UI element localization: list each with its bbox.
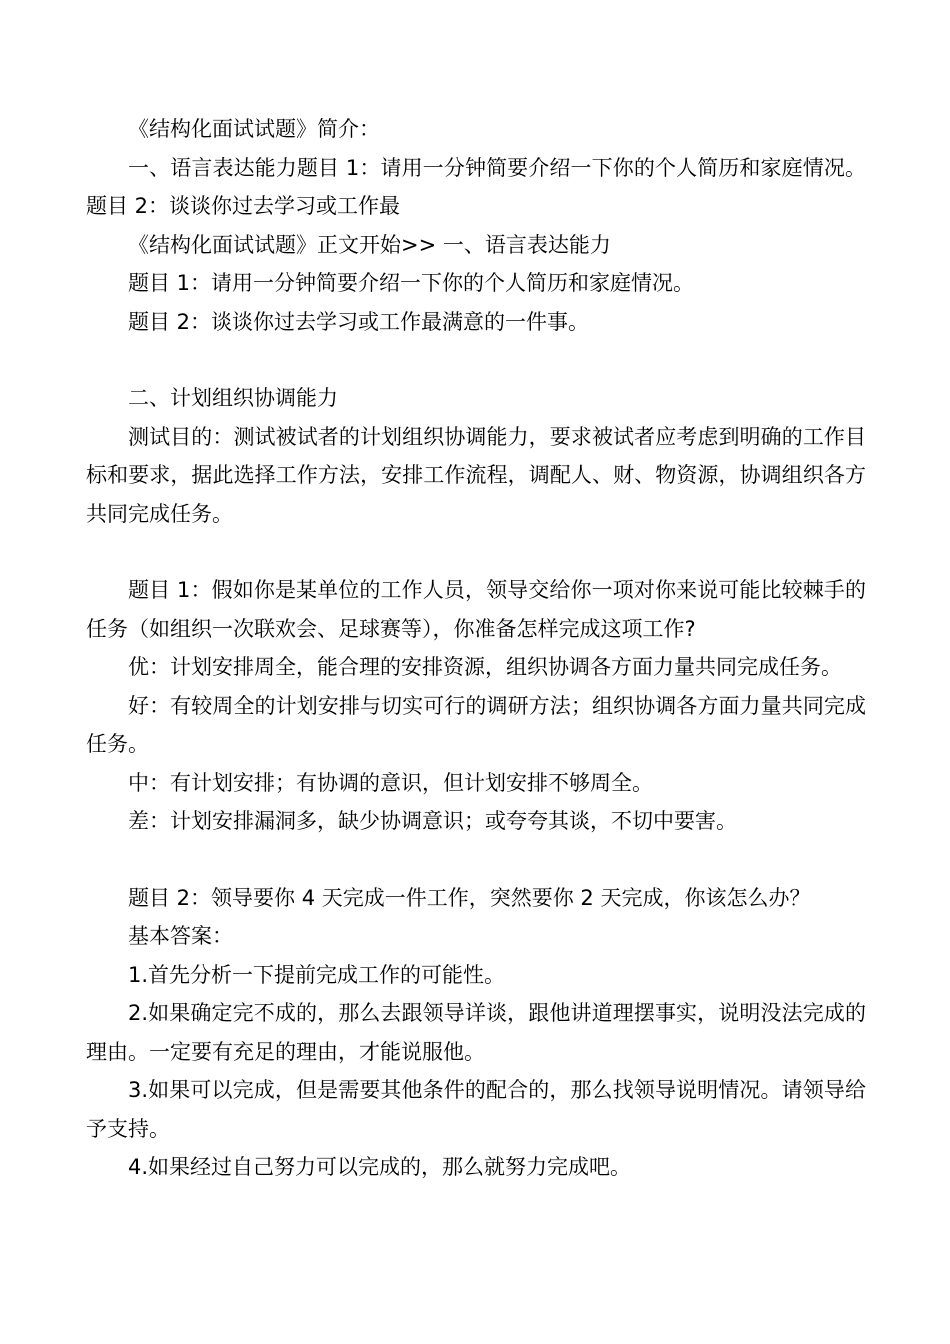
grade-average: 中：有计划安排；有协调的意识，但计划安排不够周全。	[128, 770, 653, 795]
answer-item-1: 1.首先分析一下提前完成工作的可能性。	[128, 962, 506, 987]
question-2-planning: 题目 2：领导要你 4 天完成一件工作，突然要你 2 天完成，你该怎么办？	[128, 885, 811, 910]
blank-line	[86, 341, 866, 379]
main-text-start: 《结构化面试试题》正文开始>> 一、语言表达能力	[128, 232, 611, 257]
question-1-language: 题目 1：请用一分钟简要介绍一下你的个人简历和家庭情况。	[128, 271, 695, 295]
blank-line	[86, 841, 866, 879]
answer-item-3: 3.如果可以完成，但是需要其他条件的配合的，那么找领导说明情况。请领导给予支持。	[86, 1078, 866, 1141]
question-2-language: 题目 2：谈谈你过去学习或工作最满意的一件事。	[128, 309, 590, 334]
intro-title: 《结构化面试试题》简介：	[128, 117, 380, 141]
intro-summary: 一、语言表达能力题目 1：请用一分钟简要介绍一下你的个人简历和家庭情况。题目 2：谈谈你过去学习或工作最	[86, 155, 866, 218]
test-purpose: 测试目的：测试被试者的计划组织协调能力，要求被试者应考虑到明确的工作目标和要求，据此选择工作方法，安排工作流程，调配人、财、物资源，协调组织各方共同完成任务。	[86, 424, 866, 526]
answer-item-2: 2.如果确定完不成的，那么去跟领导详谈，跟他讲道理摆事实，说明没法完成的理由。一定要有充足的理由，才能说服他。	[86, 1001, 866, 1064]
grade-poor: 差：计划安排漏洞多，缺少协调意识；或夸夸其谈，不切中要害。	[128, 809, 737, 833]
question-1-planning: 题目 1：假如你是某单位的工作人员，领导交给你一项对你来说可能比较棘手的任务（如组织一次联欢会、足球赛等），你准备怎样完成这项工作?	[86, 578, 866, 641]
basic-answer-label: 基本答案：	[128, 924, 233, 948]
grade-excellent: 优：计划安排周全，能合理的安排资源，组织协调各方面力量共同完成任务。	[128, 655, 842, 679]
section-heading-planning: 二、计划组织协调能力	[128, 386, 338, 410]
blank-line	[86, 533, 866, 571]
document-body	[86, 110, 866, 1187]
answer-item-4: 4.如果经过自己努力可以完成的，那么就努力完成吧。	[128, 1155, 632, 1179]
grade-good: 好：有较周全的计划安排与切实可行的调研方法；组织协调各方面力量共同完成任务。	[86, 693, 866, 756]
